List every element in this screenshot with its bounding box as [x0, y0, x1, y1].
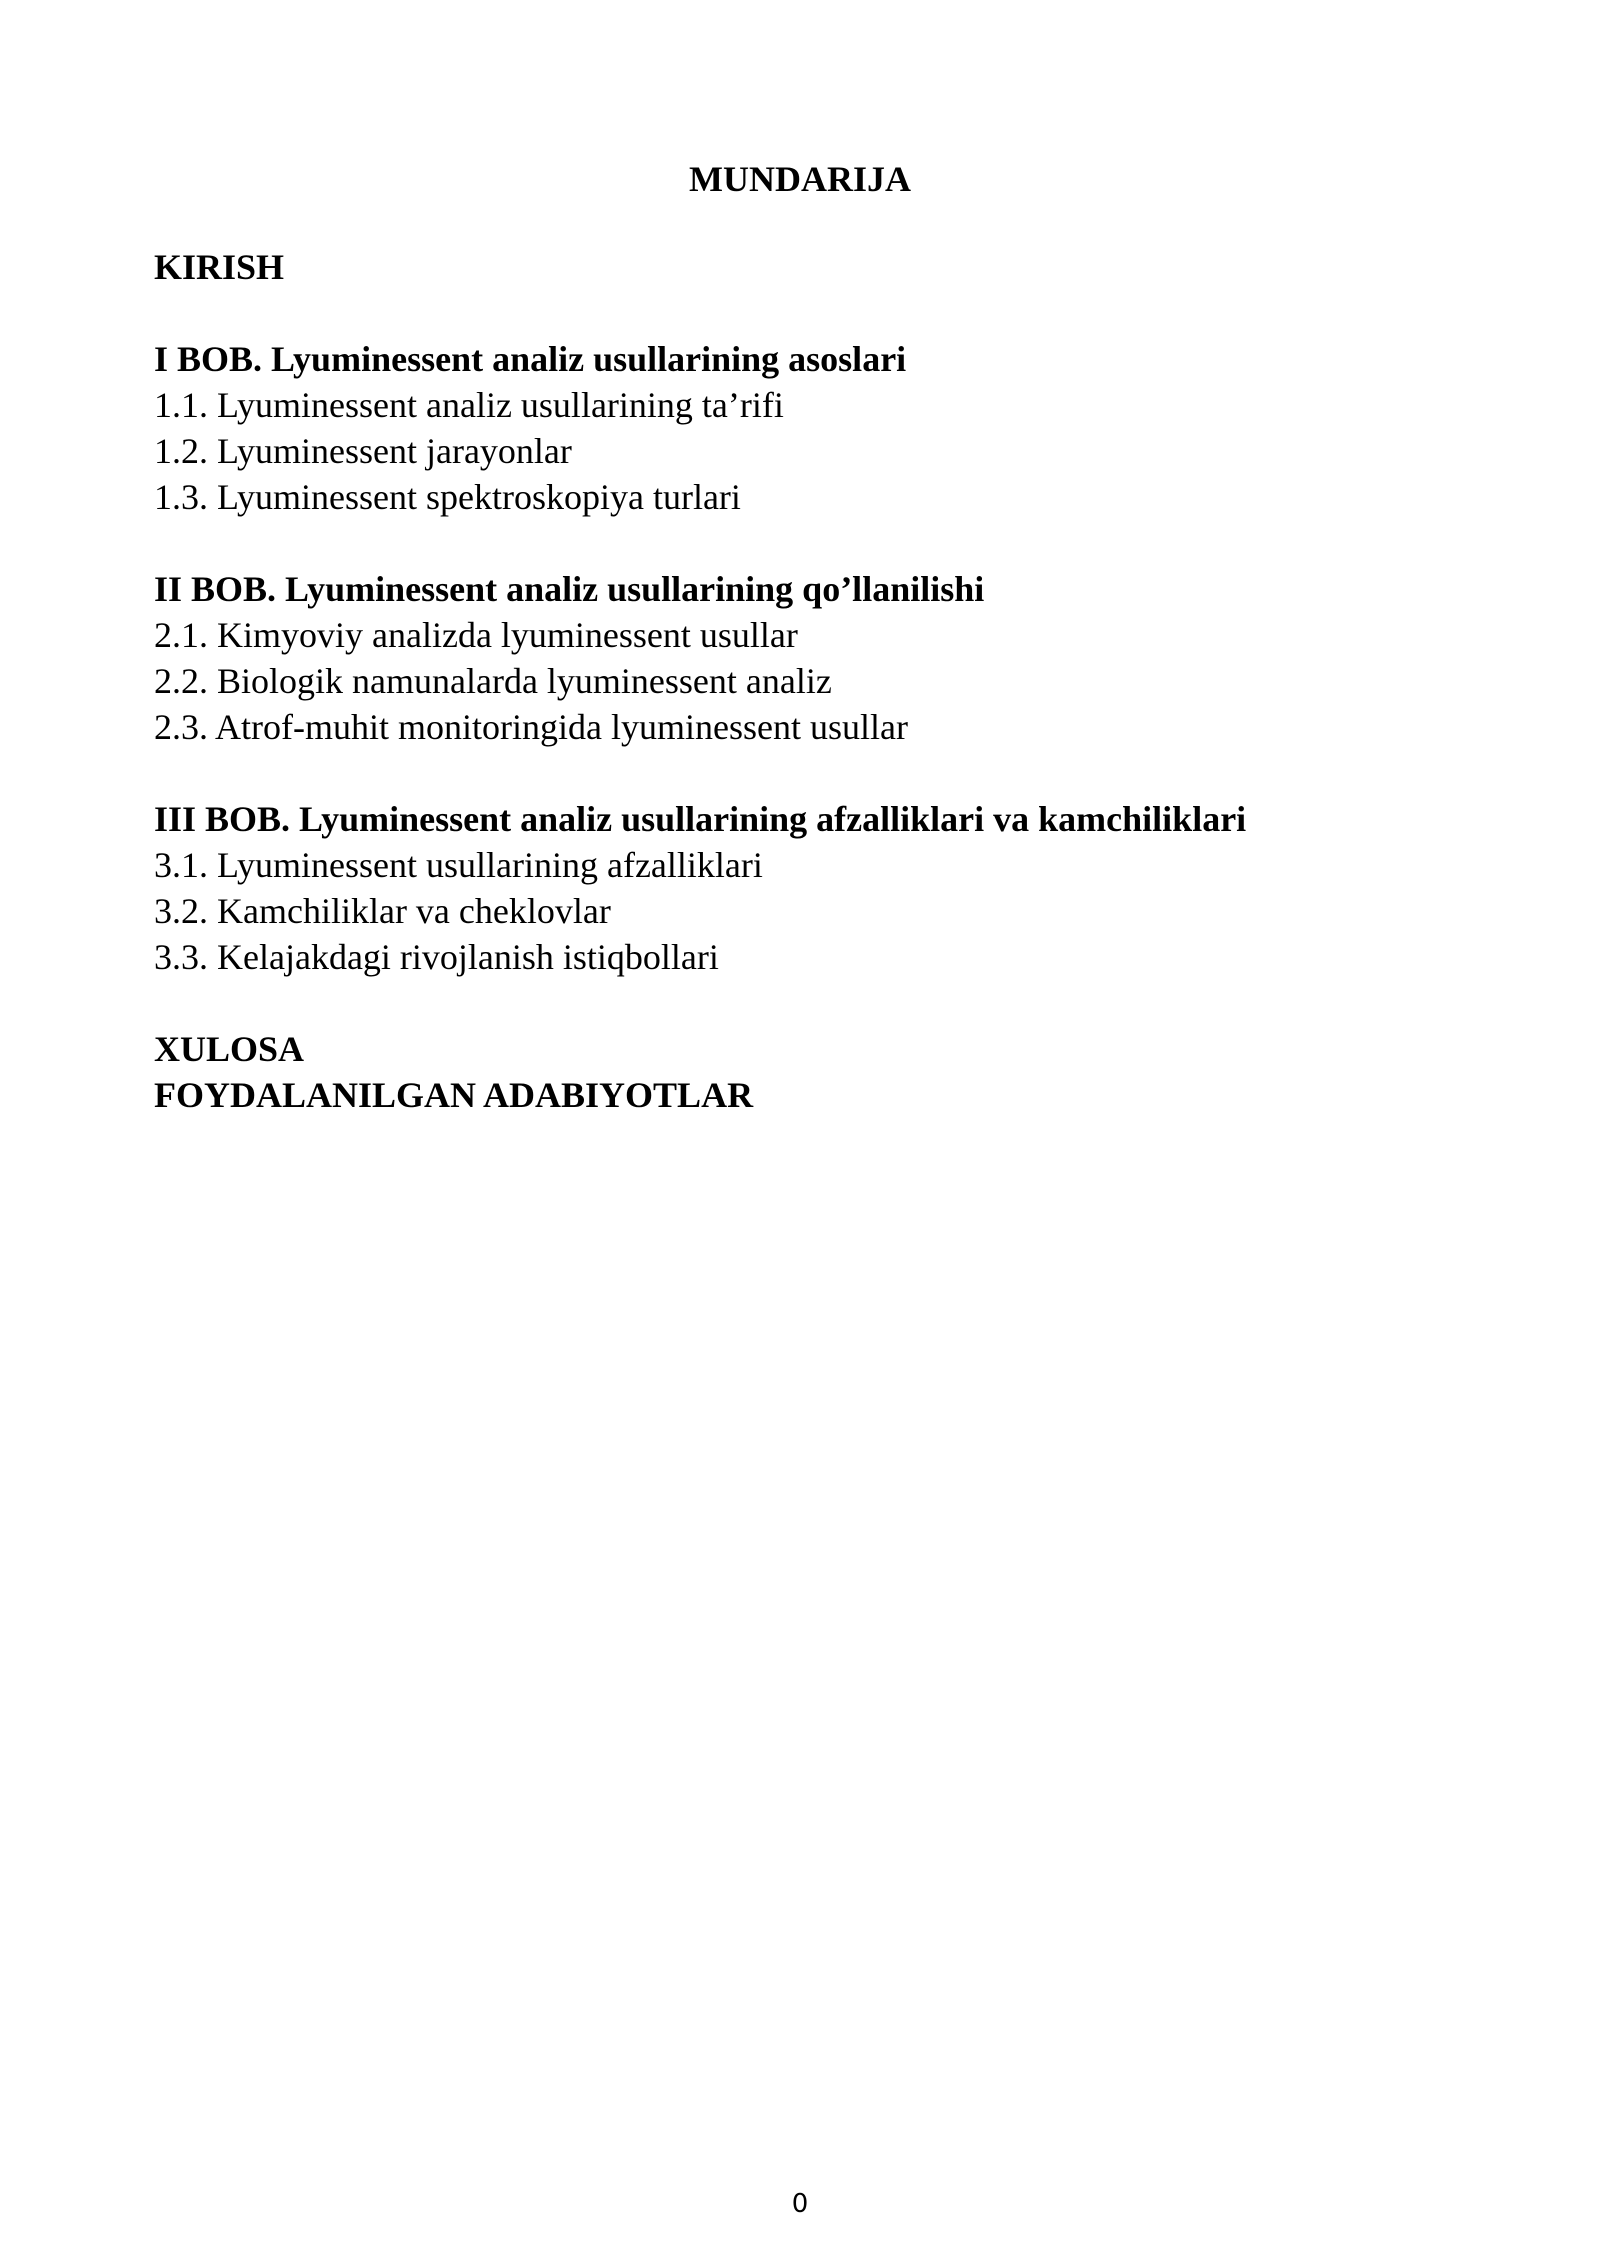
- page-number: 0: [791, 2189, 809, 2219]
- toc-intro: KIRISH: [154, 247, 285, 287]
- chapter-2-heading: II BOB. Lyuminessent analiz usullarining qo’llanilishi: [154, 569, 985, 609]
- toc-conclusion: XULOSA: [154, 1029, 305, 1069]
- section-1-3: 1.3. Lyuminessent spektroskopiya turlari: [154, 477, 741, 517]
- section-1-1: 1.1. Lyuminessent analiz usullarining ta’rifi: [154, 385, 784, 425]
- section-2-2: 2.2. Biologik namunalarda lyuminessent analiz: [154, 661, 832, 701]
- table-of-contents: [154, 244, 1454, 1118]
- toc-references: FOYDALANILGAN ADABIYOTLAR: [154, 1075, 754, 1115]
- chapter-1-heading: I BOB. Lyuminessent analiz usullarining asoslari: [154, 339, 907, 379]
- section-3-3: 3.3. Kelajakdagi rivojlanish istiqbollari: [154, 937, 719, 977]
- chapter-3-heading: III BOB. Lyuminessent analiz usullarining afzalliklari va kamchiliklari: [154, 799, 1247, 839]
- section-2-1: 2.1. Kimyoviy analizda lyuminessent usullar: [154, 615, 798, 655]
- section-3-2: 3.2. Kamchiliklar va cheklovlar: [154, 891, 611, 931]
- section-2-3: 2.3. Atrof-muhit monitoringida lyuminessent usullar: [154, 707, 908, 747]
- page-title: MUNDARIJA: [689, 159, 911, 199]
- section-3-1: 3.1. Lyuminessent usullarining afzalliklari: [154, 845, 763, 885]
- section-1-2: 1.2. Lyuminessent jarayonlar: [154, 431, 572, 471]
